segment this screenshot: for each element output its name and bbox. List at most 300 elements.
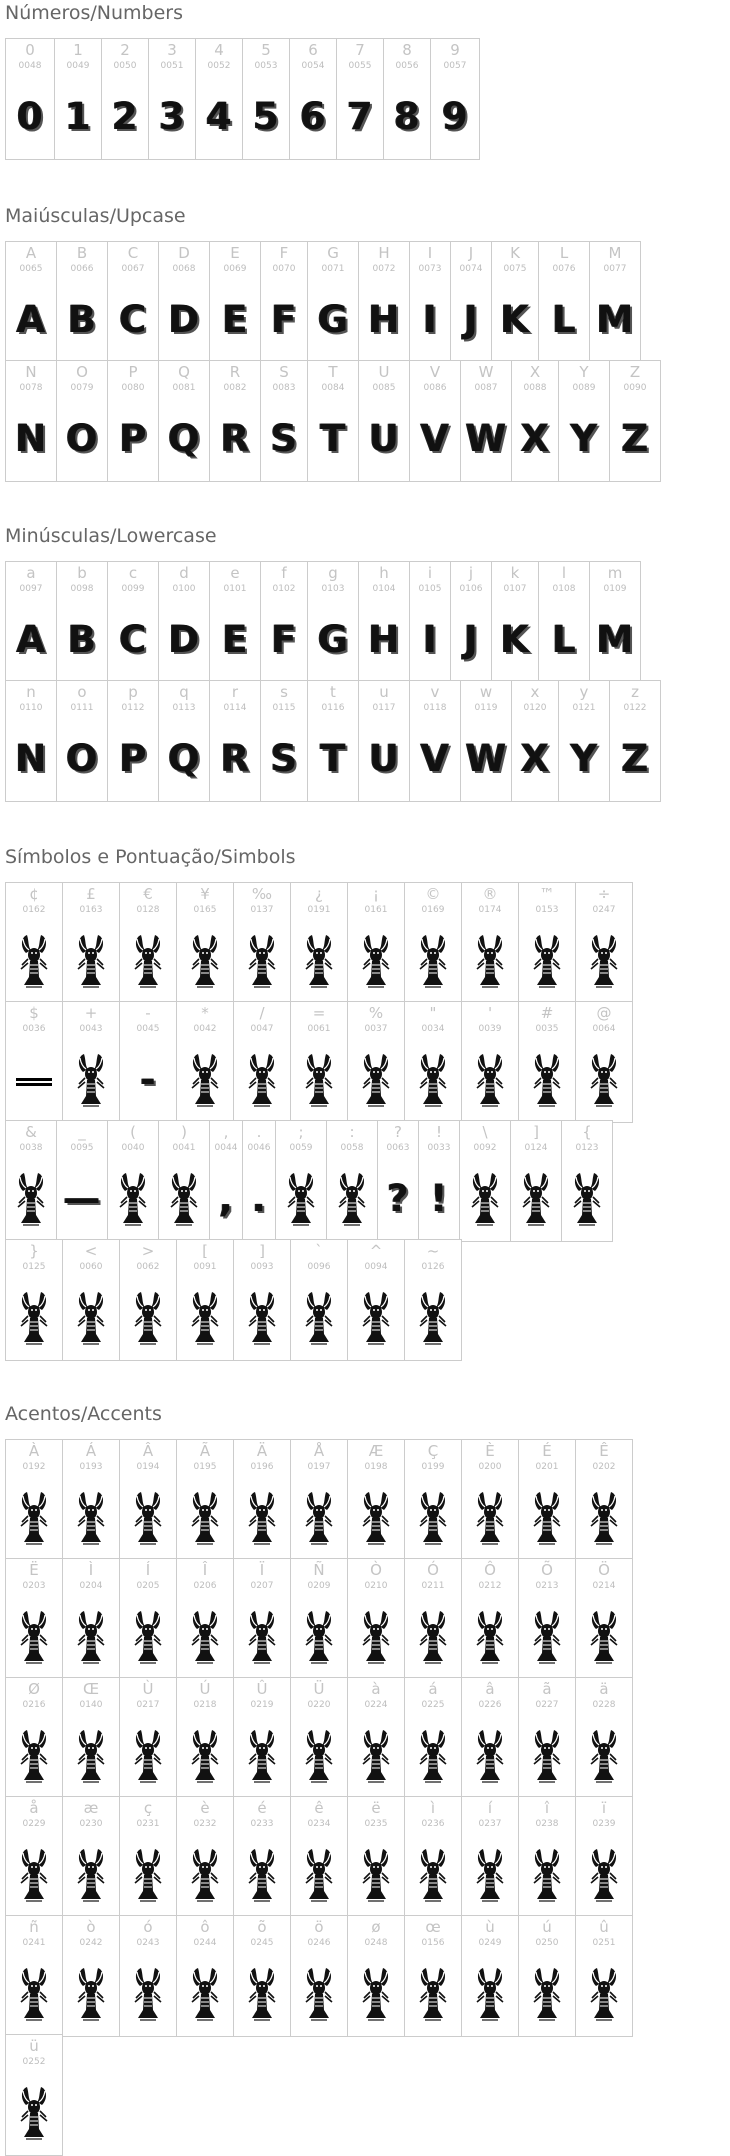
- glyph-character-label: m: [607, 564, 623, 582]
- glyph-cell: [176, 882, 234, 1004]
- glyph-character-label: K: [510, 244, 520, 262]
- glyph-code-label: 0103: [321, 584, 345, 594]
- glyph-preview: [462, 931, 518, 991]
- glyph-sample: 2: [112, 95, 138, 138]
- glyph-character-label: %: [368, 1004, 384, 1022]
- glyph-code-label: 0248: [364, 1938, 388, 1948]
- glyph-cell: [107, 360, 159, 482]
- glyph-code-label: 0234: [307, 1819, 331, 1829]
- lobster-icon: [302, 1964, 336, 2024]
- glyph-character-label: T: [328, 363, 338, 381]
- glyph-cell: [404, 1677, 462, 1799]
- glyph-code-label: 0033: [427, 1143, 451, 1153]
- lobster-icon: [17, 931, 51, 991]
- glyph-code-label: 0197: [307, 1462, 331, 1472]
- glyph-code-label: 0201: [535, 1462, 559, 1472]
- glyph-code-label: 0165: [193, 905, 217, 915]
- glyph-character-label: w: [479, 683, 493, 701]
- glyph-code-label: 0062: [136, 1262, 160, 1272]
- glyph-cell: [233, 1001, 291, 1123]
- glyph-character-label: £: [86, 885, 96, 903]
- lobster-icon: [416, 1726, 450, 1786]
- glyph-code-label: 0050: [113, 61, 137, 71]
- glyph-sample: I: [423, 298, 437, 341]
- glyph-code-label: 0194: [136, 1462, 160, 1472]
- glyph-preview: [261, 610, 307, 670]
- glyph-preview: [348, 1050, 404, 1110]
- glyph-code-label: 0063: [386, 1143, 410, 1153]
- glyph-character-label: ê: [314, 1799, 324, 1817]
- lobster-icon: [473, 1050, 507, 1110]
- glyph-cell: [409, 360, 461, 482]
- lobster-icon: [587, 1726, 621, 1786]
- glyph-character-label: û: [599, 1918, 609, 1936]
- glyph-preview: [519, 1488, 575, 1548]
- lobster-icon: [587, 1488, 621, 1548]
- glyph-code-label: 0126: [421, 1262, 445, 1272]
- lobster-icon: [473, 1845, 507, 1905]
- glyph-preview: [576, 1726, 632, 1786]
- glyph-code-label: 0224: [364, 1700, 388, 1710]
- glyph-sample: Y: [570, 737, 598, 780]
- lobster-icon: [530, 1488, 564, 1548]
- glyph-character-label: Î: [202, 1561, 208, 1579]
- glyph-preview: [461, 409, 511, 469]
- glyph-character-label: ]: [259, 1242, 265, 1260]
- glyph-cell: [336, 38, 384, 160]
- glyph-code-label: 0104: [372, 584, 396, 594]
- glyph-preview: [492, 290, 538, 350]
- glyph-sample: S: [270, 417, 298, 460]
- glyph-sample: X: [520, 417, 550, 460]
- glyph-cell: [56, 360, 108, 482]
- glyph-cell: [358, 561, 410, 683]
- glyph-code-label: 0093: [250, 1262, 274, 1272]
- glyph-character-label: G: [327, 244, 339, 262]
- lobster-icon: [74, 1050, 108, 1110]
- glyph-character-label: ò: [86, 1918, 96, 1936]
- glyph-preview: [210, 610, 260, 670]
- glyph-character-label: ‰: [251, 885, 273, 903]
- glyph-cell: [358, 241, 410, 363]
- glyph-character-label: €: [143, 885, 153, 903]
- glyph-sample: W: [465, 417, 507, 460]
- glyph-preview: [291, 1288, 347, 1348]
- glyph-row: [5, 1239, 461, 1361]
- glyph-cell: [461, 1796, 519, 1918]
- glyph-code-label: 0228: [592, 1700, 616, 1710]
- glyph-code-label: 0237: [478, 1819, 502, 1829]
- glyph-cell: [404, 882, 462, 1004]
- glyph-row: [5, 38, 479, 160]
- glyph-character-label: 1: [73, 41, 83, 59]
- glyph-cell: [62, 1439, 120, 1561]
- lobster-icon: [74, 1607, 108, 1667]
- glyph-cell: [62, 1001, 120, 1123]
- glyph-preview: [359, 290, 409, 350]
- glyph-cell: [358, 680, 410, 802]
- glyph-character-label: .: [256, 1123, 262, 1141]
- glyph-character-label: 4: [214, 41, 224, 59]
- glyph-cell: [176, 1001, 234, 1123]
- glyph-code-label: 0117: [372, 703, 396, 713]
- glyph-sample: P: [119, 737, 147, 780]
- glyph-preview: [57, 729, 107, 789]
- glyph-cell: [404, 1239, 462, 1361]
- glyph-cell: [119, 1915, 177, 2037]
- glyph-code-label: 0090: [623, 383, 647, 393]
- glyph-preview: [159, 1169, 209, 1229]
- dash-glyph-icon: [16, 1083, 52, 1086]
- glyph-code-label: 0217: [136, 1700, 160, 1710]
- glyph-cell: [158, 680, 210, 802]
- glyph-cell: [307, 561, 359, 683]
- lobster-icon: [302, 1607, 336, 1667]
- glyph-preview: [359, 729, 409, 789]
- lobster-icon: [587, 1607, 621, 1667]
- glyph-character-label: p: [128, 683, 138, 701]
- glyph-code-label: 0114: [223, 703, 247, 713]
- glyph-character-label: W: [478, 363, 494, 381]
- glyph-cell: [518, 1915, 576, 2037]
- glyph-character-label: I: [427, 244, 433, 262]
- glyph-character-label: Ã: [199, 1442, 211, 1460]
- glyph-cell: [510, 1120, 562, 1242]
- glyph-sample: 8: [394, 95, 420, 138]
- glyph-preview: [405, 931, 461, 991]
- glyph-code-label: 0214: [592, 1581, 616, 1591]
- glyph-code-label: 0239: [592, 1819, 616, 1829]
- glyph-character-label: É: [542, 1442, 552, 1460]
- glyph-preview: [120, 1845, 176, 1905]
- glyph-character-label: Õ: [541, 1561, 553, 1579]
- glyph-cell: [5, 1120, 57, 1242]
- glyph-character-label: f: [281, 564, 287, 582]
- lobster-icon: [17, 1607, 51, 1667]
- glyph-sample: 1: [65, 95, 91, 138]
- glyph-cell: [5, 882, 63, 1004]
- glyph-character-label: O: [76, 363, 88, 381]
- glyph-character-label: Ü: [313, 1680, 325, 1698]
- glyph-cell: [62, 1915, 120, 2037]
- glyph-code-label: 0121: [572, 703, 596, 713]
- glyph-row: [5, 241, 640, 363]
- glyph-cell: [233, 882, 291, 1004]
- glyph-character-label: Â: [142, 1442, 154, 1460]
- glyph-character-label: Ï: [259, 1561, 265, 1579]
- glyph-code-label: 0075: [503, 264, 527, 274]
- glyph-cell: [409, 561, 451, 683]
- glyph-character-label: ä: [599, 1680, 609, 1698]
- lobster-icon: [245, 1964, 279, 2024]
- glyph-sample: U: [368, 417, 400, 460]
- glyph-character-label: ;: [298, 1123, 304, 1141]
- glyph-code-label: 0205: [136, 1581, 160, 1591]
- glyph-sample: 0: [17, 95, 43, 138]
- glyph-cell: [119, 1439, 177, 1561]
- glyph-cell: [289, 38, 337, 160]
- glyph-sample: W: [465, 737, 507, 780]
- glyph-cell: [5, 1239, 63, 1361]
- glyph-code-label: 0169: [421, 905, 445, 915]
- glyph-cell: [5, 561, 57, 683]
- glyph-character-label: @: [596, 1004, 612, 1022]
- lobster-icon: [245, 1845, 279, 1905]
- glyph-character-label: /: [259, 1004, 265, 1022]
- glyph-preview: [348, 1288, 404, 1348]
- glyph-character-label: _: [78, 1123, 86, 1141]
- lobster-icon: [570, 1169, 604, 1229]
- glyph-preview: [511, 1169, 561, 1229]
- glyph-code-label: 0236: [421, 1819, 445, 1829]
- glyph-code-label: 0232: [193, 1819, 217, 1829]
- glyph-preview: [359, 610, 409, 670]
- glyph-cell: [290, 1915, 348, 2037]
- glyph-character-label: ,: [223, 1123, 229, 1141]
- glyph-character-label: ™: [539, 885, 555, 903]
- glyph-character-label: Ñ: [313, 1561, 325, 1579]
- glyph-code-label: 0079: [70, 383, 94, 393]
- glyph-preview: [291, 1845, 347, 1905]
- glyph-preview: [461, 729, 511, 789]
- glyph-sample: Z: [621, 417, 649, 460]
- glyph-preview: [348, 1607, 404, 1667]
- glyph-code-label: 0112: [121, 703, 145, 713]
- glyph-cell: [377, 1120, 419, 1242]
- glyph-preview: [348, 1488, 404, 1548]
- glyph-character-label: à: [371, 1680, 381, 1698]
- glyph-cell: [101, 38, 149, 160]
- glyph-preview: [108, 1169, 158, 1229]
- glyph-code-label: 0244: [193, 1938, 217, 1948]
- lobster-icon: [74, 1726, 108, 1786]
- glyph-code-label: 0102: [272, 584, 296, 594]
- glyph-code-label: 0203: [22, 1581, 46, 1591]
- glyph-cell: [209, 561, 261, 683]
- glyph-character-label: F: [279, 244, 289, 262]
- glyph-sample: D: [168, 298, 200, 341]
- glyph-cell: [233, 1796, 291, 1918]
- glyph-code-label: 0246: [307, 1938, 331, 1948]
- lobster-icon: [131, 1288, 165, 1348]
- glyph-sample: 9: [442, 95, 468, 138]
- glyph-code-label: 0161: [364, 905, 388, 915]
- glyph-cell: [461, 1558, 519, 1680]
- glyph-sample: —: [63, 1177, 101, 1220]
- glyph-sample: L: [552, 618, 576, 661]
- glyph-code-label: 0059: [289, 1143, 313, 1153]
- glyph-character-label: a: [26, 564, 36, 582]
- glyph-cell: [518, 1001, 576, 1123]
- glyph-preview: [519, 1964, 575, 2024]
- glyph-character-label: Ö: [598, 1561, 610, 1579]
- glyph-preview: [261, 409, 307, 469]
- glyph-cell: [107, 680, 159, 802]
- glyph-code-label: 0243: [136, 1938, 160, 1948]
- glyph-sample: 7: [347, 95, 373, 138]
- glyph-cell: [209, 680, 261, 802]
- glyph-character-label: í: [487, 1799, 493, 1817]
- glyph-character-label: &: [25, 1123, 37, 1141]
- glyph-preview: [348, 1726, 404, 1786]
- lobster-icon: [359, 1288, 393, 1348]
- glyph-preview: [576, 931, 632, 991]
- glyph-preview: [405, 1488, 461, 1548]
- glyph-preview: [234, 1964, 290, 2024]
- glyph-character-label: ?: [394, 1123, 402, 1141]
- glyph-code-label: 0209: [307, 1581, 331, 1591]
- glyph-row: [5, 1001, 632, 1123]
- glyph-cell: [307, 241, 359, 363]
- glyph-code-label: 0122: [623, 703, 647, 713]
- glyph-cell: [347, 1001, 405, 1123]
- glyph-code-label: 0057: [443, 61, 467, 71]
- lobster-icon: [587, 931, 621, 991]
- glyph-sample: K: [500, 298, 530, 341]
- glyph-cell: [119, 1796, 177, 1918]
- glyph-character-label: e: [230, 564, 240, 582]
- glyph-code-label: 0089: [572, 383, 596, 393]
- glyph-preview: [210, 1169, 242, 1229]
- glyph-preview: [327, 1169, 377, 1229]
- glyph-preview: [431, 87, 479, 147]
- glyph-character-label: Ú: [199, 1680, 211, 1698]
- glyph-preview: [234, 1288, 290, 1348]
- glyph-character-label: ì: [430, 1799, 436, 1817]
- lobster-icon: [131, 1964, 165, 2024]
- glyph-preview: [492, 610, 538, 670]
- glyph-character-label: b: [77, 564, 87, 582]
- lobster-icon: [359, 931, 393, 991]
- lobster-icon: [468, 1169, 502, 1229]
- glyph-code-label: 0211: [421, 1581, 445, 1591]
- glyph-preview: [177, 1607, 233, 1667]
- glyph-sample: G: [317, 298, 349, 341]
- glyph-preview: [63, 1488, 119, 1548]
- glyph-cell: [5, 680, 57, 802]
- glyph-cell: [158, 241, 210, 363]
- glyph-preview: [405, 1726, 461, 1786]
- glyph-character-label: 7: [355, 41, 365, 59]
- glyph-character-label: ]: [533, 1123, 539, 1141]
- glyph-cell: [233, 1915, 291, 2037]
- glyph-character-label: -: [145, 1004, 151, 1022]
- glyph-cell: [290, 1439, 348, 1561]
- glyph-preview: [177, 931, 233, 991]
- glyph-character-label: Q: [178, 363, 190, 381]
- lobster-icon: [245, 1488, 279, 1548]
- glyph-code-label: 0048: [18, 61, 42, 71]
- glyph-preview: [108, 409, 158, 469]
- glyph-preview: [159, 610, 209, 670]
- glyph-character-label: Ä: [256, 1442, 268, 1460]
- glyph-cell: [575, 1439, 633, 1561]
- glyph-character-label: Ô: [484, 1561, 496, 1579]
- glyph-preview: [410, 729, 460, 789]
- section-title: Minúsculas/Lowercase: [5, 525, 217, 547]
- glyph-cell: [404, 1439, 462, 1561]
- glyph-character-label: è: [200, 1799, 210, 1817]
- glyph-character-label: S: [279, 363, 289, 381]
- glyph-cell: [119, 1001, 177, 1123]
- glyph-sample: Q: [168, 737, 200, 780]
- lobster-icon: [359, 1964, 393, 2024]
- glyph-character-label: ¿: [315, 885, 323, 903]
- glyph-preview: [610, 729, 660, 789]
- glyph-character-label: R: [229, 363, 241, 381]
- glyph-character-label: Y: [579, 363, 589, 381]
- glyph-code-label: 0060: [79, 1262, 103, 1272]
- glyph-code-label: 0043: [79, 1024, 103, 1034]
- glyph-preview: [6, 1607, 62, 1667]
- glyph-cell: [511, 360, 559, 482]
- glyph-code-label: 0053: [254, 61, 278, 71]
- glyph-code-label: 0249: [478, 1938, 502, 1948]
- lobster-icon: [14, 1169, 48, 1229]
- glyph-row: [5, 1558, 632, 1680]
- glyph-cell: [575, 1915, 633, 2037]
- glyph-character-label: A: [25, 244, 37, 262]
- section-title: Maiúsculas/Upcase: [5, 205, 186, 227]
- glyph-sample: B: [67, 298, 97, 341]
- glyph-preview: [610, 409, 660, 469]
- glyph-preview: [120, 931, 176, 991]
- glyph-sample: O: [66, 737, 98, 780]
- glyph-code-label: 0076: [552, 264, 576, 274]
- glyph-preview: [243, 1169, 275, 1229]
- lobster-icon: [284, 1169, 318, 1229]
- glyph-cell: [260, 561, 308, 683]
- glyph-cell: [62, 1677, 120, 1799]
- glyph-cell: [347, 1796, 405, 1918]
- glyph-sample: ?: [387, 1177, 409, 1220]
- glyph-character-label: ¥: [200, 885, 210, 903]
- glyph-preview: [276, 1169, 326, 1229]
- glyph-preview: [405, 1845, 461, 1905]
- glyph-code-label: 0081: [172, 383, 196, 393]
- glyph-code-label: 0174: [478, 905, 502, 915]
- glyph-cell: [209, 360, 261, 482]
- glyph-cell: [107, 1120, 159, 1242]
- glyph-character-label: Í: [145, 1561, 151, 1579]
- glyph-code-label: 0242: [79, 1938, 103, 1948]
- glyph-cell: [430, 38, 480, 160]
- glyph-preview: [410, 290, 450, 350]
- glyph-character-label: V: [429, 363, 441, 381]
- glyph-preview: [405, 1050, 461, 1110]
- glyph-preview: [57, 610, 107, 670]
- glyph-code-label: 0241: [22, 1938, 46, 1948]
- lobster-icon: [530, 1726, 564, 1786]
- glyph-cell: [404, 1558, 462, 1680]
- glyph-cell: [290, 1558, 348, 1680]
- glyph-preview: [462, 1050, 518, 1110]
- glyph-preview: [261, 290, 307, 350]
- glyph-preview: [348, 1964, 404, 2024]
- glyph-cell: [418, 1120, 460, 1242]
- glyph-cell: [209, 1120, 243, 1242]
- glyph-code-label: 0119: [474, 703, 498, 713]
- lobster-icon: [188, 1050, 222, 1110]
- glyph-character-label: N: [25, 363, 37, 381]
- glyph-preview: [63, 1050, 119, 1110]
- glyph-preview: [308, 729, 358, 789]
- glyph-cell: [460, 680, 512, 802]
- glyph-row: [5, 360, 660, 482]
- glyph-preview: [234, 1488, 290, 1548]
- glyph-row: [5, 882, 632, 1004]
- glyph-code-label: 0095: [70, 1143, 94, 1153]
